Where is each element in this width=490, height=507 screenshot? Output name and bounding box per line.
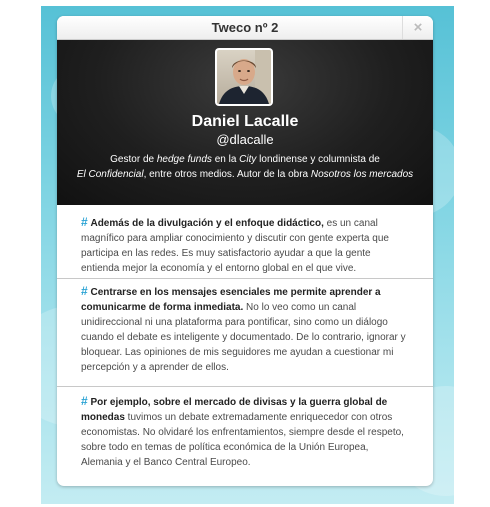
answer-lead: Además de la divulgación y el enfoque didáctico, (90, 218, 324, 229)
answer-body: No lo veo como un canal unidireccional ni una plataforma para pontificar, sino como un diálogo cuando el debate es inteligente y documentado. De lo contrario, ignorar y bloquear. Las opiniones de mis seguidores me ayudan a cuestionar mi percepción y a aprender de ellos. (81, 302, 406, 373)
avatar (215, 48, 273, 106)
answer-section-1 (81, 215, 411, 276)
bio-text: en la (211, 154, 240, 165)
bio-text: Gestor de (110, 154, 157, 165)
title-bar (57, 16, 433, 40)
hashtag-icon: # (81, 284, 88, 298)
answer-body: tuvimos un debate extremadamente enriquecedor con otros economistas. No olvidaré los enfrentamientos, siempre desde el respeto, sobre todo en temas de política económica de la Unión Europea, Alemania y el Banco Central Europeo. (81, 412, 404, 468)
bio-text: londinense y columnista de (256, 154, 380, 165)
profile-bio (65, 152, 425, 182)
hashtag-icon: # (81, 215, 88, 229)
bio-emphasis: hedge funds (156, 154, 212, 165)
bio-emphasis: Nosotros los mercados (310, 169, 414, 180)
close-icon[interactable]: × (402, 16, 433, 39)
section-divider (57, 386, 433, 387)
section-divider (57, 278, 433, 279)
profile-name: Daniel Lacalle (191, 113, 299, 130)
user-photo-icon (217, 50, 271, 104)
answer-section-3 (81, 394, 411, 470)
answer-body: es un canal magnífico para ampliar conocimiento y discutir con gente experta que participa en las redes. Es muy satisfactorio ayudar a que la gente entienda mejor la economía y el entorno global en el que vive. (81, 218, 389, 274)
answer-lead: Centrarse en los mensajes esenciales me permite aprender a comunicarme de forma inmediata. (81, 287, 381, 313)
answer-section-2 (81, 284, 411, 375)
bio-text: , entre otros medios. Autor de la obra (143, 169, 311, 180)
profile-handle[interactable]: @dlacalle (216, 132, 274, 147)
hashtag-icon: # (81, 394, 88, 408)
bio-emphasis: City (239, 154, 257, 165)
window-title: Tweco nº 2 (211, 20, 279, 35)
tweco-card (57, 16, 433, 486)
answer-lead: Por ejemplo, sobre el mercado de divisas y la guerra global de monedas (81, 397, 388, 423)
bio-emphasis: El Confidencial (76, 169, 144, 180)
profile-header (57, 40, 433, 205)
